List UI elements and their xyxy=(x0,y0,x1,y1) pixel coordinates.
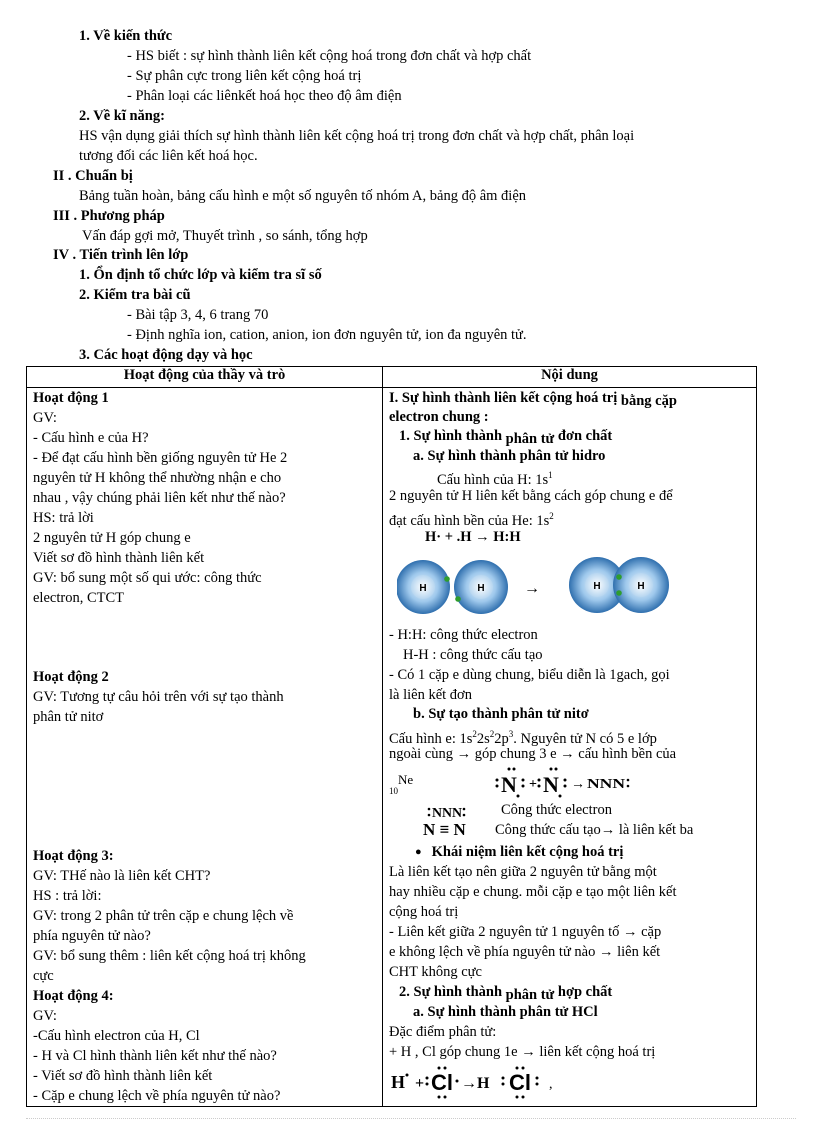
content-line: H-H : công thức cấu tạo xyxy=(403,647,543,663)
h2-equation: H· + .H → H:H xyxy=(425,529,521,545)
hcl-equation xyxy=(389,1064,589,1104)
ne-label xyxy=(389,772,414,801)
preparation-text: Bảng tuần hoàn, bảng cấu hình e một số nguyên tố nhóm A, bảng độ âm điện xyxy=(79,188,527,204)
table-body-row xyxy=(27,388,757,1107)
h-atom-right xyxy=(454,560,508,614)
activity-line: phía nguyên tử nào? xyxy=(33,928,151,944)
method-title: III . Phương pháp xyxy=(53,208,165,224)
activity-line: phân tử nitơ xyxy=(33,709,104,725)
hcl-product-prefix: →H xyxy=(461,1075,490,1092)
section-title-text: I. Sự hình thành liên kết cộng hoá trị xyxy=(389,390,618,406)
teacher-student-column xyxy=(27,388,383,1107)
activity-line: cực xyxy=(33,968,54,984)
superscript: 2 xyxy=(472,729,477,739)
content-line: CHT không cực xyxy=(389,964,482,980)
subsection-text: hợp chất xyxy=(557,984,613,1000)
activity-3-title: Hoạt động 3: xyxy=(33,848,114,864)
h-atom-left xyxy=(397,560,450,614)
activity-line: GV: bổ sung thêm : liên kết cộng hoá trị không xyxy=(33,948,306,964)
superscript: 2 xyxy=(549,511,554,521)
content-line: ngoài cùng → góp chung 3 e → cấu hình bền của xyxy=(389,746,677,762)
procedure-step-3: 3. Các hoạt động dạy và học xyxy=(79,347,253,363)
bullet-icon: ● xyxy=(415,846,422,858)
h-config-text: Cấu hình của H: 1s xyxy=(437,471,549,488)
n2-product: NNN xyxy=(587,777,625,792)
skill-text: HS vận dụng giải thích sự hình thành liên kết cộng hoá trị trong đơn chất và hợp chất, phân loại xyxy=(79,128,635,144)
activity-table xyxy=(26,366,757,1107)
n-symbol: N xyxy=(501,772,517,797)
page-footer-dots xyxy=(26,1118,796,1119)
ne-text: Ne xyxy=(398,772,414,787)
hcl-equation-svg xyxy=(389,1064,589,1104)
n2-electron-equation xyxy=(487,766,657,798)
content-text: 2s xyxy=(476,730,490,747)
n2-triple-bond: N ≡ N xyxy=(423,820,466,839)
subsection-2-title xyxy=(399,982,612,1002)
section-title-1-cont: electron chung : xyxy=(389,409,489,425)
reaction-arrow: → xyxy=(524,580,540,597)
n2-equation-svg xyxy=(487,766,657,798)
activity-line: nguyên tử H không thể nhường nhận e cho xyxy=(33,470,282,486)
content-line: Là liên kết tạo nên giữa 2 nguyên tử bằng một xyxy=(389,864,657,880)
electron-dot xyxy=(444,576,450,582)
activity-line: GV: xyxy=(33,410,57,426)
n2-formula-text: NNN xyxy=(432,806,462,821)
activity-line: - H và Cl hình thành liên kết như thế nào? xyxy=(33,1048,277,1064)
old-lesson-item: - Định nghĩa ion, cation, anion, ion đơn nguyên tử, ion đa nguyên tử. xyxy=(127,327,527,343)
superscript: 2 xyxy=(489,729,495,739)
knowledge-item: - Sự phân cực trong liên kết cộng hoá trị xyxy=(127,68,362,84)
superscript: 1 xyxy=(548,470,553,480)
activity-line: -Cấu hình electron của H, Cl xyxy=(33,1028,200,1044)
table-header-row xyxy=(27,367,757,388)
cl-symbol: Cl xyxy=(431,1070,453,1095)
atom-label: H xyxy=(593,581,601,592)
activity-line: - Cặp e chung lệch về phía nguyên tử nào? xyxy=(33,1088,281,1104)
hcl-formation-title: a. Sự hình thành phân tử HCl xyxy=(413,1004,598,1020)
n2-struct-label: Công thức cấu tạo→ là liên kết ba xyxy=(495,822,694,838)
content-line: e không lệch về phía nguyên tử nào → liên kết xyxy=(389,944,661,960)
procedure-step-1: 1. Ổn định tổ chức lớp và kiểm tra sĩ số xyxy=(79,267,322,283)
h-symbol: H xyxy=(391,1072,406,1092)
activity-line: HS : trả lời: xyxy=(33,888,102,904)
knowledge-item: - Phân loại các liênkết hoá học theo độ âm điện xyxy=(127,88,402,104)
activity-4-title: Hoạt động 4: xyxy=(33,988,114,1004)
subsection-1-title xyxy=(399,426,612,446)
atom-label: H xyxy=(419,583,427,594)
activity-line: GV: trong 2 phân tử trên cặp e chung lệch về xyxy=(33,908,294,924)
activity-line: GV: xyxy=(33,1008,57,1024)
activity-line: GV: Tương tự câu hỏi trên với sự tạo thành xyxy=(33,689,284,705)
content-text: Cấu hình e: 1s xyxy=(389,730,473,747)
plus-sign: + xyxy=(529,777,537,792)
activity-2-title: Hoạt động 2 xyxy=(33,669,109,685)
subsection-text: đơn chất xyxy=(557,428,613,444)
concept-title-text: Khái niệm liên kết cộng hoá trị xyxy=(431,844,624,860)
content-line: cộng hoá trị xyxy=(389,904,459,920)
comma: , xyxy=(549,1077,553,1092)
electron-dot xyxy=(616,574,622,580)
skill-text: tương đối các liên kết hoá học. xyxy=(79,148,258,164)
arrow: → xyxy=(571,777,585,792)
electron-dot xyxy=(455,596,461,602)
subsection-text: phân tử xyxy=(505,987,555,1003)
activity-line: electron, CTCT xyxy=(33,590,125,606)
activity-line: GV: bổ sung một số qui ước: công thức xyxy=(33,570,262,586)
content-line: là liên kết đơn xyxy=(389,687,472,703)
electron-dot xyxy=(616,590,622,596)
objective-skill-title: 2. Về kĩ năng: xyxy=(79,108,165,124)
cl-symbol: Cl xyxy=(509,1070,531,1095)
activity-line: 2 nguyên tử H góp chung e xyxy=(33,530,191,546)
activity-line: nhau , vậy chúng phải liên kết như thế nào? xyxy=(33,490,286,506)
h2-molecule-diagram xyxy=(397,555,697,621)
content-line: + H , Cl góp chung 1e → liên kết cộng hoá trị xyxy=(389,1044,656,1060)
content-text: 2p xyxy=(494,730,509,747)
n2-electron-formula xyxy=(427,801,467,821)
content-text: . Nguyên tử N có 5 e lớp xyxy=(513,730,657,747)
atom-label: H xyxy=(637,581,645,592)
n-symbol: N xyxy=(543,772,559,797)
concept-title xyxy=(415,842,623,863)
section-title-1 xyxy=(389,388,677,408)
subsection-text: 1. Sự hình thành xyxy=(399,428,503,444)
header-teacher-student: Hoạt động của thầy và trò xyxy=(27,367,383,388)
activity-line: - Cấu hình e của H? xyxy=(33,430,149,446)
procedure-title: IV . Tiến trình lên lớp xyxy=(53,247,189,263)
n2-formula-svg xyxy=(427,801,467,821)
h2-molecule xyxy=(569,557,669,613)
activity-line: GV: THế nào là liên kết CHT? xyxy=(33,868,211,884)
n2-elec-label: Công thức electron xyxy=(501,802,612,818)
content-line: - Có 1 cặp e dùng chung, biểu diễn là 1gach, gọi xyxy=(389,667,670,683)
activity-line: - Viết sơ đồ hình thành liên kết xyxy=(33,1068,213,1084)
activity-line: Viết sơ đồ hình thành liên kết xyxy=(33,550,205,566)
content-line: - Liên kết giữa 2 nguyên tử 1 nguyên tố → cặp xyxy=(389,924,662,940)
content-text: đạt cấu hình bền của He: 1s xyxy=(389,512,550,529)
preparation-title: II . Chuẩn bị xyxy=(53,168,133,184)
knowledge-item: - HS biết : sự hình thành liên kết cộng hoá trong đơn chất và hợp chất xyxy=(127,48,532,64)
subsection-text: 2. Sự hình thành xyxy=(399,984,503,1000)
n2-formation-title: b. Sự tạo thành phân tử nitơ xyxy=(413,706,589,722)
header-content: Nội dung xyxy=(383,367,757,388)
subsection-text: phân tử xyxy=(505,431,555,447)
content-line: - H:H: công thức electron xyxy=(389,627,538,643)
activity-line: HS: trả lời xyxy=(33,510,94,526)
content-line: Đặc điểm phân tử: xyxy=(389,1024,497,1040)
subscript: 10 xyxy=(389,785,398,796)
objective-knowledge-title: 1. Về kiến thức xyxy=(79,28,173,44)
superscript: 3 xyxy=(508,729,514,739)
content-line: 2 nguyên tử H liên kết bằng cách góp chung e để xyxy=(389,488,673,504)
old-lesson-item: - Bài tập 3, 4, 6 trang 70 xyxy=(127,307,269,323)
h2-formation-title: a. Sự hình thành phân tử hidro xyxy=(413,448,606,464)
section-title-text: bằng cặp xyxy=(620,393,677,409)
atom-label: H xyxy=(477,583,485,594)
method-text: Vấn đáp gợi mở, Thuyết trình , so sánh, tổng hợp xyxy=(82,228,368,244)
plus-sign: + xyxy=(415,1075,425,1092)
activity-line: - Để đạt cấu hình bền giống nguyên tử He 2 xyxy=(33,450,288,466)
h2-diagram-svg xyxy=(397,555,697,621)
content-column xyxy=(383,388,757,1107)
content-line: hay nhiều cặp e chung. mỗi cặp e tạo một liên kết xyxy=(389,884,677,900)
procedure-step-2: 2. Kiểm tra bài cũ xyxy=(79,287,191,303)
activity-1-title: Hoạt động 1 xyxy=(33,390,109,406)
